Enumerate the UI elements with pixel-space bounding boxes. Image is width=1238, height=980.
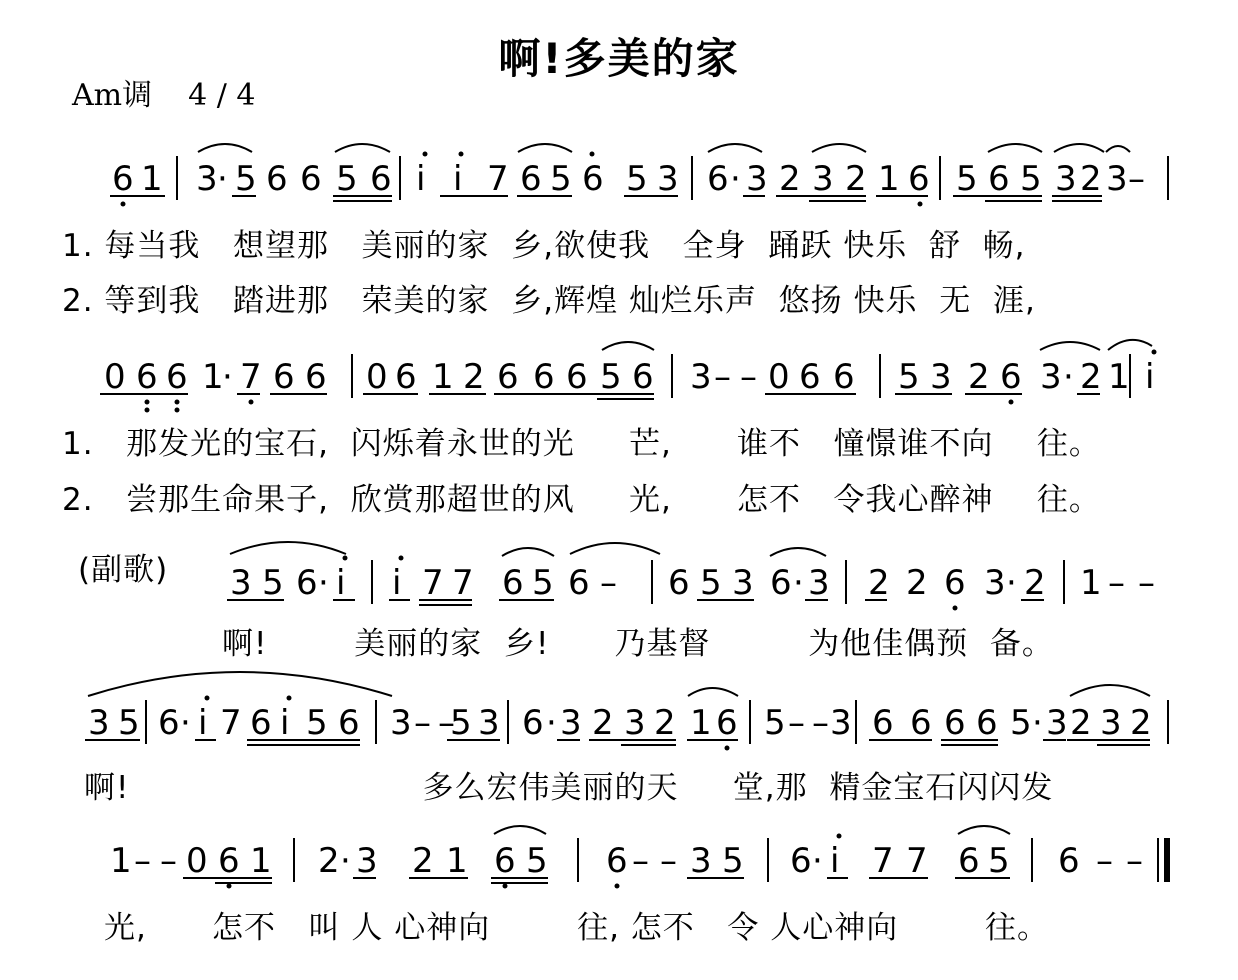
svg-text:3: 3 (196, 159, 218, 199)
svg-text:–: – (414, 703, 431, 743)
svg-text:2: 2 (654, 703, 676, 743)
svg-text:3: 3 (1100, 703, 1122, 743)
svg-text:6: 6 (520, 159, 542, 199)
song-title: 啊!多美的家 (498, 34, 740, 83)
svg-text:6: 6 (668, 563, 690, 603)
svg-text:0: 0 (104, 357, 126, 397)
svg-text:3: 3 (732, 563, 754, 603)
time-signature: 4 / 4 (188, 78, 256, 113)
svg-text:6: 6 (218, 841, 240, 881)
svg-text:·: · (222, 357, 233, 397)
svg-text:6: 6 (988, 159, 1010, 199)
svg-text:–: – (1138, 563, 1155, 603)
svg-text:1: 1 (446, 841, 468, 881)
svg-text:6: 6 (799, 357, 821, 397)
svg-text:1: 1 (250, 841, 272, 881)
score-row-4-notes (0, 692, 1238, 762)
svg-text:6: 6 (790, 841, 812, 881)
notation-svg (0, 692, 1238, 762)
svg-text:0: 0 (366, 357, 388, 397)
svg-text:3: 3 (657, 159, 679, 199)
svg-text:2: 2 (779, 159, 801, 199)
svg-text:–: – (812, 703, 829, 743)
svg-text:i: i (392, 563, 402, 603)
svg-text:–: – (600, 563, 617, 603)
svg-text:6: 6 (305, 357, 327, 397)
svg-text:–: – (660, 841, 677, 881)
svg-text:3: 3 (88, 703, 110, 743)
lyric-line: 1. 那发光的宝石, 闪烁着永世的光 芒, 谁不 憧憬谁不向 往。 (62, 426, 1101, 462)
svg-text:3: 3 (1106, 159, 1128, 199)
svg-text:3: 3 (390, 703, 412, 743)
svg-text:3: 3 (624, 703, 646, 743)
svg-text:6: 6 (502, 563, 524, 603)
svg-text:3: 3 (746, 159, 768, 199)
svg-text:i: i (453, 159, 463, 199)
lyric-line: 啊! 美丽的家 乡! 乃基督 为他佳偶预 备。 (222, 626, 1054, 662)
svg-text:2: 2 (463, 357, 485, 397)
svg-text:3: 3 (1046, 703, 1068, 743)
svg-text:7: 7 (240, 357, 262, 397)
svg-text:6: 6 (944, 703, 966, 743)
svg-text:5: 5 (600, 357, 622, 397)
svg-text:5: 5 (262, 563, 284, 603)
svg-text:·: · (1006, 563, 1017, 603)
svg-text:7: 7 (220, 703, 242, 743)
svg-text:5: 5 (526, 841, 548, 881)
svg-text:2: 2 (412, 841, 434, 881)
svg-text:7: 7 (906, 841, 928, 881)
svg-text:6: 6 (976, 703, 998, 743)
svg-text:1: 1 (1108, 357, 1130, 397)
chorus-label: (副歌) (78, 552, 169, 588)
svg-text:6: 6 (112, 159, 134, 199)
svg-text:3: 3 (230, 563, 252, 603)
svg-text:1: 1 (432, 357, 454, 397)
svg-text:2: 2 (968, 357, 990, 397)
svg-text:2: 2 (1080, 357, 1102, 397)
svg-text:2: 2 (1024, 563, 1046, 603)
svg-text:1: 1 (690, 703, 712, 743)
svg-text:–: – (1108, 563, 1125, 603)
svg-text:i: i (1145, 357, 1155, 397)
svg-text:5: 5 (764, 703, 786, 743)
svg-text:3: 3 (812, 159, 834, 199)
svg-text:5: 5 (450, 703, 472, 743)
notation-svg (0, 830, 1238, 900)
svg-text:6: 6 (958, 841, 980, 881)
svg-text:2: 2 (845, 159, 867, 199)
svg-text:2: 2 (906, 563, 928, 603)
notation-svg (0, 552, 1238, 622)
svg-text:6: 6 (300, 159, 322, 199)
svg-text:·: · (812, 841, 823, 881)
svg-text:6: 6 (533, 357, 555, 397)
svg-text:3: 3 (984, 563, 1006, 603)
svg-text:5: 5 (722, 841, 744, 881)
svg-text:3: 3 (1055, 159, 1077, 199)
lyric-line: 2. 等到我 踏进那 荣美的家 乡,辉煌 灿烂乐声 悠扬 快乐 无 涯, (62, 283, 1036, 319)
svg-text:6: 6 (1000, 357, 1022, 397)
svg-text:i: i (336, 563, 346, 603)
svg-text:–: – (134, 841, 151, 881)
svg-text:6: 6 (707, 159, 729, 199)
svg-text:5: 5 (550, 159, 572, 199)
svg-text:6: 6 (497, 357, 519, 397)
svg-text:5: 5 (898, 357, 920, 397)
svg-text:–: – (1126, 841, 1143, 881)
svg-text:6: 6 (494, 841, 516, 881)
svg-text:3: 3 (690, 841, 712, 881)
svg-text:1: 1 (110, 841, 132, 881)
svg-text:1: 1 (1080, 563, 1102, 603)
svg-text:3: 3 (808, 563, 830, 603)
svg-text:5: 5 (235, 159, 257, 199)
svg-text:2: 2 (1070, 703, 1092, 743)
svg-text:0: 0 (186, 841, 208, 881)
svg-text:·: · (730, 159, 741, 199)
lyric-line: 光, 怎不 叫 人 心神向 往, 怎不 令 人心神向 往。 (104, 910, 1050, 946)
svg-text:3: 3 (690, 357, 712, 397)
svg-text:5: 5 (1010, 703, 1032, 743)
svg-text:6: 6 (166, 357, 188, 397)
lyric-line: 2. 尝那生命果子, 欣赏那超世的风 光, 怎不 令我心醉神 往。 (62, 482, 1101, 518)
svg-text:i: i (416, 159, 426, 199)
score-row-1-notes (0, 148, 1238, 218)
svg-text:·: · (1063, 357, 1074, 397)
key-signature (72, 70, 255, 114)
svg-text:0: 0 (768, 357, 790, 397)
svg-text:2: 2 (868, 563, 890, 603)
svg-text:3: 3 (830, 703, 852, 743)
svg-text:2: 2 (318, 841, 340, 881)
svg-text:5: 5 (532, 563, 554, 603)
svg-text:6: 6 (370, 159, 392, 199)
svg-text:6: 6 (716, 703, 738, 743)
svg-text:–: – (740, 357, 757, 397)
score-row-2-notes (0, 346, 1238, 416)
svg-text:·: · (546, 703, 557, 743)
svg-text:–: – (1096, 841, 1113, 881)
svg-text:·: · (1032, 703, 1043, 743)
svg-text:–: – (714, 357, 731, 397)
svg-text:6: 6 (944, 563, 966, 603)
svg-text:6: 6 (522, 703, 544, 743)
lyric-line: 1. 每当我 想望那 美丽的家 乡,欲使我 全身 踊跃 快乐 舒 畅, (62, 228, 1026, 264)
notation-svg (0, 148, 1238, 218)
svg-text:6: 6 (606, 841, 628, 881)
svg-text:5: 5 (700, 563, 722, 603)
svg-text:6: 6 (136, 357, 158, 397)
score-row-3-notes (0, 552, 1238, 622)
svg-text:1: 1 (878, 159, 900, 199)
svg-text:6: 6 (908, 159, 930, 199)
svg-text:2: 2 (592, 703, 614, 743)
svg-text:5: 5 (306, 703, 328, 743)
svg-text:6: 6 (770, 563, 792, 603)
svg-text:–: – (1128, 159, 1145, 199)
svg-text:7: 7 (487, 159, 509, 199)
svg-text:–: – (788, 703, 805, 743)
svg-text:3: 3 (478, 703, 500, 743)
svg-text:i: i (280, 703, 290, 743)
svg-text:5: 5 (956, 159, 978, 199)
svg-text:·: · (180, 703, 191, 743)
svg-text:i: i (830, 841, 840, 881)
svg-text:6: 6 (872, 703, 894, 743)
svg-text:7: 7 (452, 563, 474, 603)
svg-text:6: 6 (273, 357, 295, 397)
svg-text:6: 6 (250, 703, 272, 743)
svg-text:i: i (198, 703, 208, 743)
svg-text:5: 5 (626, 159, 648, 199)
svg-text:–: – (160, 841, 177, 881)
svg-text:–: – (632, 841, 649, 881)
svg-text:·: · (217, 159, 228, 199)
svg-text:·: · (318, 563, 329, 603)
svg-text:7: 7 (872, 841, 894, 881)
svg-text:5: 5 (1020, 159, 1042, 199)
svg-text:6: 6 (582, 159, 604, 199)
svg-text:·: · (340, 841, 351, 881)
svg-text:3: 3 (356, 841, 378, 881)
svg-text:6: 6 (1058, 841, 1080, 881)
svg-text:6: 6 (266, 159, 288, 199)
svg-text:2: 2 (1080, 159, 1102, 199)
svg-text:–: – (438, 703, 455, 743)
score-row-5-notes (0, 830, 1238, 900)
svg-text:6: 6 (632, 357, 654, 397)
lyric-line: 啊! 多么宏伟美丽的天 堂,那 精金宝石闪闪发 (84, 770, 1054, 806)
notation-svg (0, 346, 1238, 416)
svg-text:6: 6 (566, 357, 588, 397)
svg-text:6: 6 (338, 703, 360, 743)
svg-text:5: 5 (988, 841, 1010, 881)
svg-text:3: 3 (1040, 357, 1062, 397)
svg-text:6: 6 (296, 563, 318, 603)
svg-text:5: 5 (118, 703, 140, 743)
svg-text:2: 2 (1130, 703, 1152, 743)
svg-text:·: · (793, 563, 804, 603)
svg-text:6: 6 (158, 703, 180, 743)
svg-text:3: 3 (560, 703, 582, 743)
svg-text:3: 3 (930, 357, 952, 397)
svg-text:6: 6 (568, 563, 590, 603)
svg-text:6: 6 (833, 357, 855, 397)
key-label: Am调 (72, 78, 153, 113)
svg-text:1: 1 (141, 159, 163, 199)
svg-text:1: 1 (202, 357, 224, 397)
svg-text:7: 7 (422, 563, 444, 603)
svg-text:6: 6 (395, 357, 417, 397)
svg-text:5: 5 (336, 159, 358, 199)
svg-text:6: 6 (910, 703, 932, 743)
